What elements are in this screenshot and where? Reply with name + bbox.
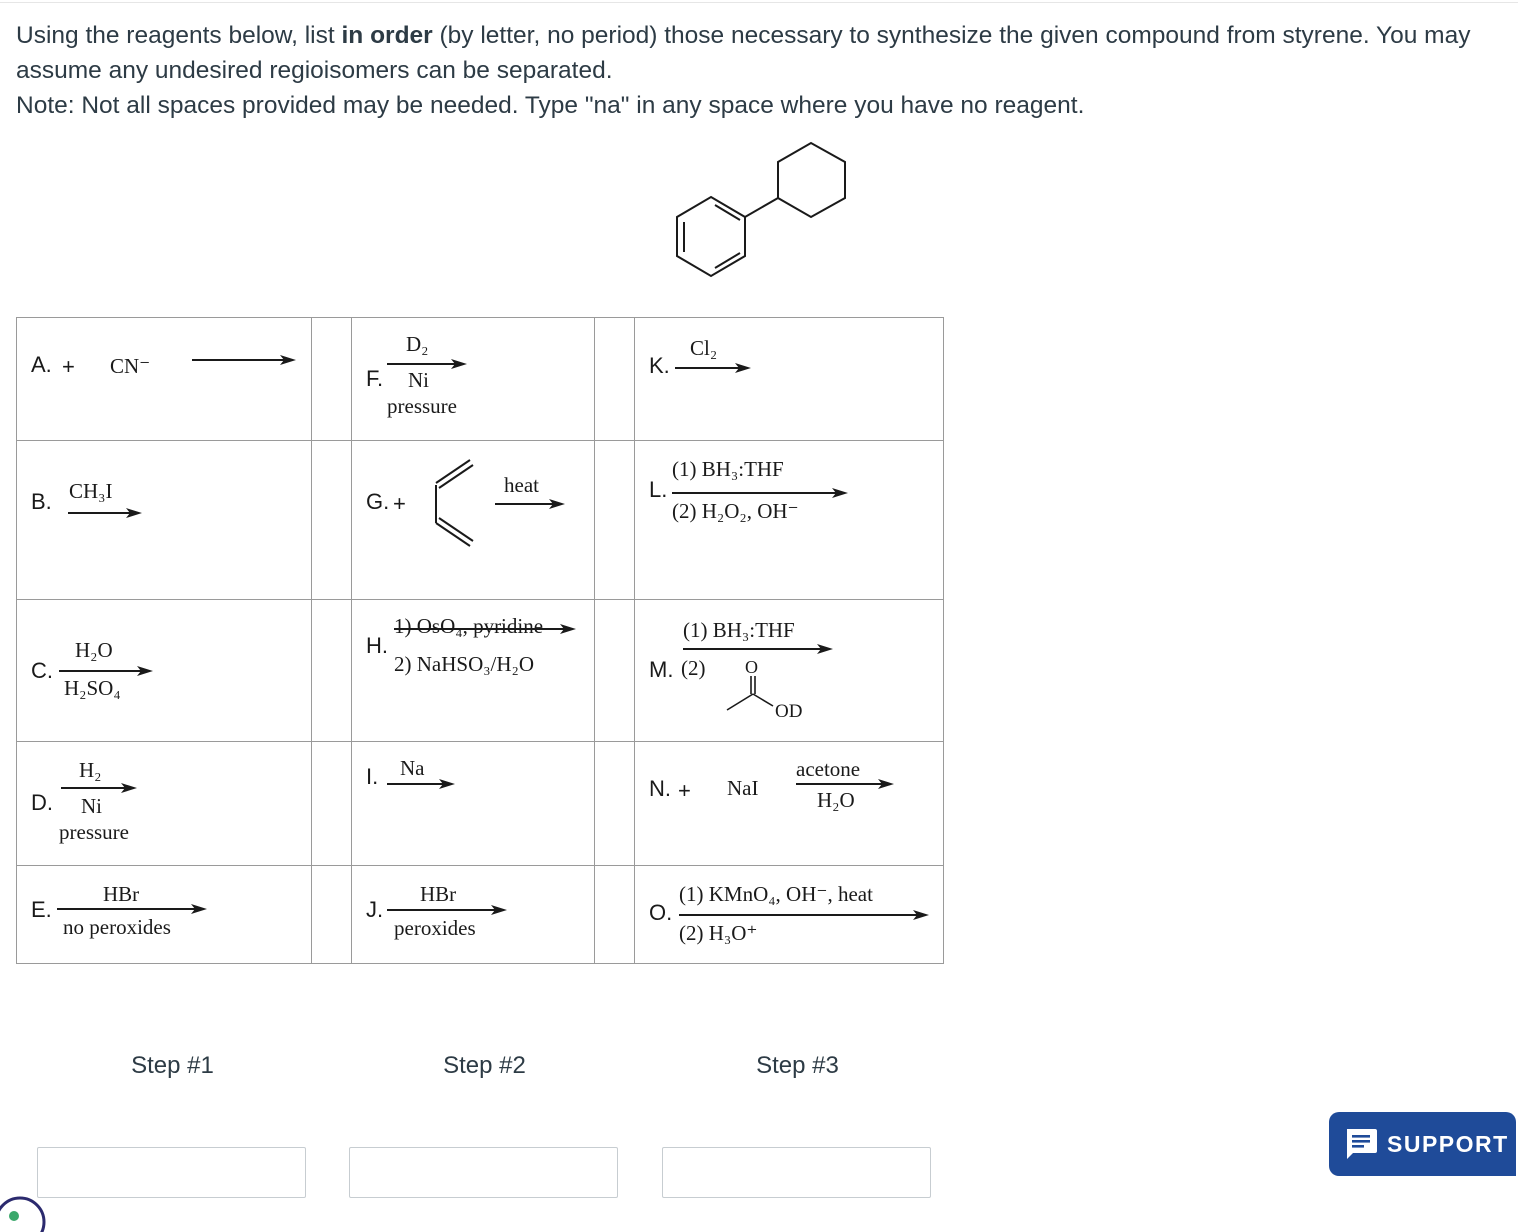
butadiene-structure (430, 457, 478, 551)
reaction-arrow (394, 623, 576, 635)
reaction-arrow (61, 782, 137, 794)
step-2-label: Step #2 (443, 1052, 526, 1079)
reaction-arrow (675, 362, 751, 374)
reagent-G: G. + heat (352, 441, 595, 600)
reaction-arrow (192, 354, 296, 366)
reagent-H: H. 1) OsO₄, pyridine 2) NaHSO₃/H₂O (352, 600, 595, 742)
step-1-input[interactable] (37, 1147, 306, 1198)
support-button[interactable] (1329, 1112, 1516, 1176)
reaction-arrow (672, 487, 848, 499)
reagent-O: O. (1) KMnO₄, OH⁻, heat (2) H₃O⁺ (635, 866, 944, 964)
reaction-arrow (495, 498, 565, 510)
step-2-input[interactable] (349, 1147, 618, 1198)
reaction-arrow (683, 643, 833, 655)
reagent-D: D. H₂ Ni pressure (17, 742, 312, 866)
reagent-F: F. D₂ Ni pressure (352, 318, 595, 441)
reagent-A: A. + CN⁻ (17, 318, 312, 441)
reaction-arrow (68, 507, 142, 519)
chat-icon (1343, 1126, 1379, 1162)
step-3-input[interactable] (662, 1147, 931, 1198)
reagent-I: I. Na (352, 742, 595, 866)
corner-widget-icon (0, 1192, 50, 1232)
reagent-B: B. CH₃I (17, 441, 312, 600)
reagent-L: L. (1) BH₃:THF (2) H₂O₂, OH⁻ (635, 441, 944, 600)
reaction-arrow (57, 903, 207, 915)
reaction-arrow (387, 904, 507, 916)
reagent-E: E. HBr no peroxides (17, 866, 312, 964)
question-text: Using the reagents below, list in order (by letter, no period) those necessary to synthesize the given compound from styrene. You may assume any undesired regioisomers can be separated. (16, 22, 1471, 84)
reagent-K: K. Cl₂ (635, 318, 944, 441)
reagent-N: N. + NaI acetone H₂O (635, 742, 944, 866)
reaction-arrow (387, 778, 455, 790)
question-note: Note: Not all spaces provided may be needed. Type "na" in any space where you have no reagent. (16, 92, 1085, 119)
reagent-M: M. (1) BH₃:THF (2) O OD (635, 600, 944, 742)
step-3-label: Step #3 (756, 1052, 839, 1079)
reaction-arrow (679, 909, 929, 921)
reagent-table (16, 317, 944, 964)
support-label: SUPPORT (1387, 1130, 1509, 1157)
target-molecule (0, 0, 1518, 300)
reagent-J: J. HBr peroxides (352, 866, 595, 964)
step-1-label: Step #1 (131, 1052, 214, 1079)
reagent-C: C. H₂O H₂SO₄ (17, 600, 312, 742)
